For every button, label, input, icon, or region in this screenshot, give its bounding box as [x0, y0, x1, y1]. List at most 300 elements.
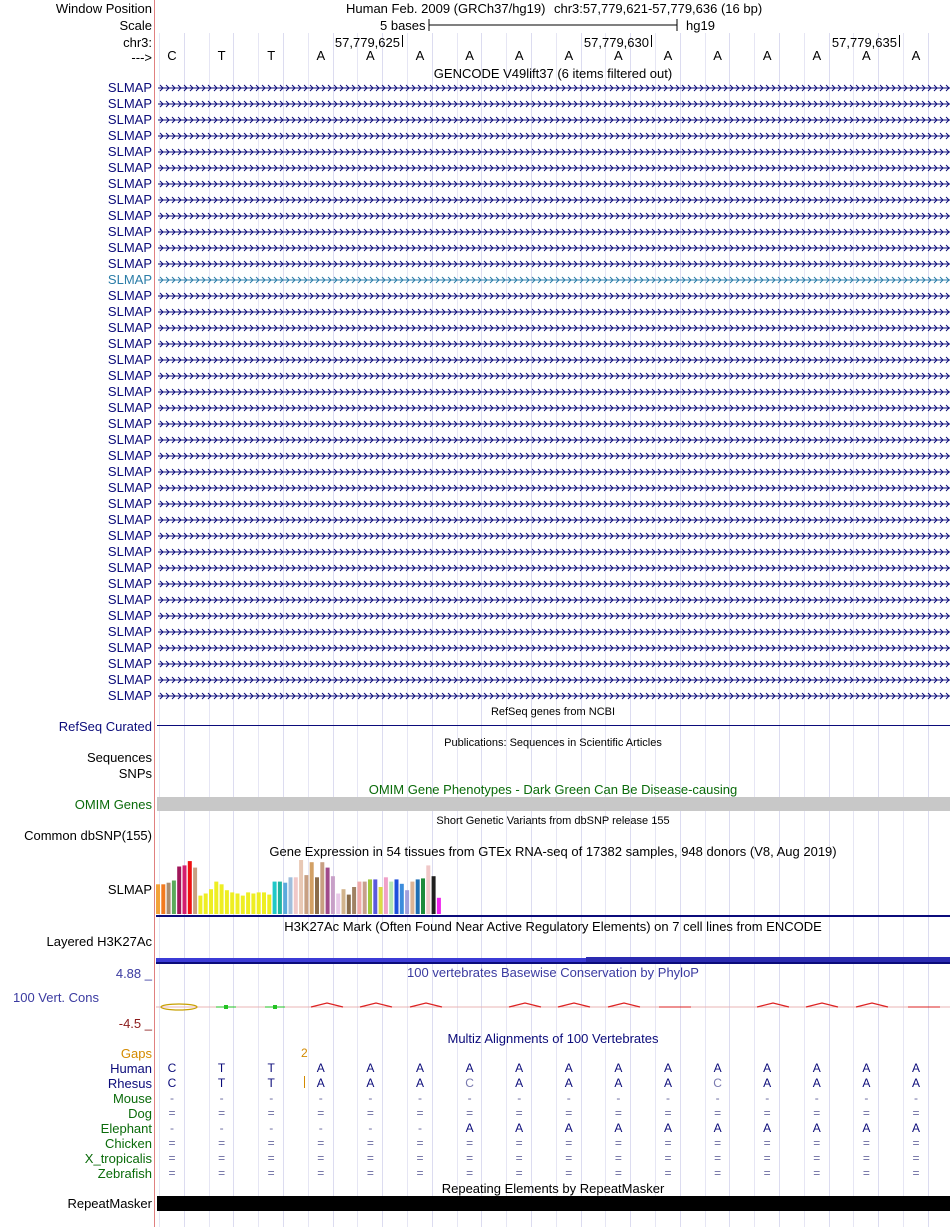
- gtex-tissue-bar: [331, 876, 335, 914]
- refseq-track-label[interactable]: RefSeq Curated: [58, 719, 152, 734]
- gencode-transcript-line[interactable]: [156, 579, 950, 589]
- gencode-transcript-line[interactable]: [156, 675, 950, 685]
- multiz-gap-count: 2: [301, 1046, 308, 1060]
- phylop-track-label[interactable]: 100 Vert. Cons: [13, 990, 99, 1005]
- phylop-mark: [558, 1003, 590, 1007]
- gencode-transcript-label[interactable]: SLMAP: [107, 96, 152, 111]
- multiz-species-label[interactable]: Zebrafish: [97, 1166, 152, 1181]
- gtex-tissue-bar: [373, 879, 377, 914]
- label-divider: [154, 0, 155, 1227]
- gtex-tissue-bar: [156, 884, 160, 914]
- phylop-max-label: 4.88 _: [115, 966, 152, 981]
- multiz-base: =: [664, 1106, 672, 1120]
- multiz-base: A: [465, 1121, 474, 1135]
- gtex-tissue-bar: [342, 889, 346, 914]
- multiz-base: A: [614, 1061, 623, 1075]
- gtex-tissue-bar: [167, 883, 171, 914]
- gtex-tissue-bar: [315, 877, 319, 914]
- multiz-base: =: [565, 1151, 573, 1165]
- multiz-base: =: [813, 1166, 821, 1180]
- gencode-transcript-label[interactable]: SLMAP: [107, 512, 152, 527]
- multiz-base: =: [515, 1166, 523, 1180]
- gtex-tissue-bar: [262, 892, 266, 914]
- base-letter: C: [167, 48, 177, 63]
- multiz-base: -: [219, 1091, 224, 1105]
- multiz-base: -: [269, 1121, 274, 1135]
- phylop-mark: [509, 1003, 541, 1007]
- gtex-tissue-bar: [395, 879, 399, 914]
- gtex-tissue-bar: [405, 890, 409, 914]
- gencode-transcript-label[interactable]: SLMAP: [107, 368, 152, 383]
- gencode-transcript-label[interactable]: SLMAP: [107, 112, 152, 127]
- gencode-transcript-label[interactable]: SLMAP: [107, 192, 152, 207]
- gtex-tissue-bar: [220, 884, 224, 914]
- gencode-track-title: GENCODE V49lift37 (6 items filtered out): [433, 66, 673, 81]
- multiz-base: =: [614, 1166, 622, 1180]
- multiz-base: =: [416, 1136, 424, 1150]
- omim-track-title: OMIM Gene Phenotypes - Dark Green Can Be Disease-causing: [368, 782, 738, 797]
- gencode-transcript-label[interactable]: SLMAP: [107, 144, 152, 159]
- refseq-gene-line[interactable]: [157, 725, 950, 726]
- multiz-base: A: [515, 1076, 524, 1090]
- multiz-base: A: [812, 1061, 821, 1075]
- gencode-transcript-line[interactable]: [156, 563, 950, 573]
- gtex-tissue-bar: [363, 882, 367, 914]
- gencode-transcript-label[interactable]: SLMAP: [107, 416, 152, 431]
- gencode-transcript-line[interactable]: [156, 243, 950, 253]
- gencode-transcript-label[interactable]: SLMAP: [107, 384, 152, 399]
- gencode-transcript-label[interactable]: SLMAP: [107, 432, 152, 447]
- gtex-tissue-bar: [426, 865, 430, 914]
- gtex-tissue-bar: [357, 882, 361, 914]
- multiz-base: T: [217, 1076, 226, 1090]
- multiz-base: =: [267, 1136, 275, 1150]
- gtex-tissue-bar: [289, 877, 293, 914]
- multiz-base: =: [416, 1106, 424, 1120]
- assembly-label: Human Feb. 2009 (GRCh37/hg19): [346, 1, 546, 16]
- multiz-base: =: [614, 1106, 622, 1120]
- gencode-transcript-line[interactable]: [156, 467, 950, 477]
- gencode-transcript-line[interactable]: [156, 163, 950, 173]
- gencode-transcript-line[interactable]: [156, 131, 950, 141]
- multiz-species-label[interactable]: Human: [110, 1061, 152, 1076]
- repeatmasker-element-bar[interactable]: [157, 1196, 950, 1211]
- multiz-base: =: [366, 1106, 374, 1120]
- gencode-transcript-line[interactable]: [156, 499, 950, 509]
- gtex-tissue-bar: [225, 890, 229, 914]
- gencode-transcript-label[interactable]: SLMAP: [107, 128, 152, 143]
- multiz-base: =: [218, 1166, 226, 1180]
- multiz-base: =: [813, 1106, 821, 1120]
- gencode-transcript-label[interactable]: SLMAP: [107, 208, 152, 223]
- multiz-base: -: [467, 1091, 472, 1105]
- gtex-baseline: [156, 915, 950, 917]
- multiz-base: =: [267, 1151, 275, 1165]
- gencode-transcript-label[interactable]: SLMAP: [107, 560, 152, 575]
- gtex-tissue-bar: [241, 896, 245, 914]
- window-position-label: Window Position: [55, 1, 152, 16]
- gencode-transcript-label[interactable]: SLMAP: [107, 656, 152, 671]
- gencode-transcript-label[interactable]: SLMAP: [107, 240, 152, 255]
- multiz-base: =: [862, 1106, 870, 1120]
- multiz-base: A: [515, 1121, 524, 1135]
- gtex-tissue-bar: [257, 892, 261, 914]
- multiz-gaps-label[interactable]: Gaps: [120, 1046, 152, 1061]
- repeatmasker-track-label[interactable]: RepeatMasker: [67, 1196, 152, 1211]
- multiz-base: =: [813, 1136, 821, 1150]
- gtex-tissue-bar: [204, 894, 208, 915]
- dbsnp-track-label[interactable]: Common dbSNP(155): [24, 828, 152, 843]
- multiz-base: A: [862, 1076, 871, 1090]
- multiz-base: =: [614, 1151, 622, 1165]
- multiz-base: -: [170, 1121, 174, 1135]
- base-letter: A: [614, 48, 623, 63]
- multiz-base: =: [664, 1136, 672, 1150]
- multiz-species-label[interactable]: Rhesus: [107, 1076, 152, 1091]
- multiz-base: A: [763, 1121, 772, 1135]
- gtex-tissue-bar: [198, 896, 202, 914]
- multiz-base: =: [218, 1151, 226, 1165]
- base-letter: A: [465, 48, 474, 63]
- multiz-base: A: [763, 1076, 772, 1090]
- gtex-tissue-bar: [172, 881, 176, 915]
- multiz-species-label[interactable]: Chicken: [105, 1136, 152, 1151]
- gencode-transcript-line[interactable]: [156, 531, 950, 541]
- gtex-tissue-bar: [310, 862, 314, 914]
- gencode-transcript-line[interactable]: [156, 99, 950, 109]
- multiz-base: =: [912, 1136, 920, 1150]
- multiz-base: =: [565, 1136, 573, 1150]
- gencode-transcript-label[interactable]: SLMAP: [107, 688, 152, 703]
- gencode-transcript-label[interactable]: SLMAP: [107, 448, 152, 463]
- ruler-tick-2: [651, 35, 652, 47]
- multiz-base: =: [466, 1151, 474, 1165]
- multiz-base: A: [316, 1076, 325, 1090]
- gencode-transcript-line[interactable]: [156, 179, 950, 189]
- multiz-base: A: [465, 1061, 474, 1075]
- gencode-transcript-line[interactable]: [156, 291, 950, 301]
- phylop-mark: [608, 1003, 640, 1007]
- gencode-transcript-label[interactable]: SLMAP: [107, 224, 152, 239]
- gtex-track-label[interactable]: SLMAP: [107, 882, 152, 897]
- omim-track-label[interactable]: OMIM Genes: [74, 797, 152, 812]
- multiz-base: =: [912, 1151, 920, 1165]
- gencode-transcript-line[interactable]: [156, 627, 950, 637]
- multiz-base: =: [366, 1136, 374, 1150]
- multiz-base: =: [565, 1166, 573, 1180]
- gtex-tissue-bar: [246, 892, 250, 914]
- gencode-transcript-line[interactable]: [156, 547, 950, 557]
- gencode-transcript-line[interactable]: [156, 435, 950, 445]
- multiz-base: =: [862, 1166, 870, 1180]
- multiz-base: C: [465, 1076, 474, 1090]
- multiz-base: A: [564, 1076, 573, 1090]
- multiz-species-label[interactable]: Mouse: [112, 1091, 152, 1106]
- gencode-transcript-label[interactable]: SLMAP: [107, 320, 152, 335]
- multiz-base: A: [415, 1076, 424, 1090]
- phylop-mark: [757, 1003, 789, 1007]
- gencode-transcript-label[interactable]: SLMAP: [107, 640, 152, 655]
- multiz-base: =: [664, 1166, 672, 1180]
- gencode-transcript-line[interactable]: [156, 643, 950, 653]
- multiz-base: =: [168, 1151, 176, 1165]
- gencode-transcript-line[interactable]: [156, 387, 950, 397]
- multiz-base: =: [714, 1136, 722, 1150]
- gencode-transcript-label[interactable]: SLMAP: [107, 352, 152, 367]
- gencode-transcript-line[interactable]: [156, 371, 950, 381]
- multiz-base: =: [466, 1106, 474, 1120]
- gencode-transcript-label[interactable]: SLMAP: [107, 304, 152, 319]
- multiz-base: =: [515, 1106, 523, 1120]
- phylop-mark: [311, 1003, 343, 1007]
- multiz-base: A: [564, 1121, 573, 1135]
- position-readout: chr3:57,779,621-57,779,636 (16 bp): [554, 1, 763, 16]
- omim-feature-bar[interactable]: [157, 797, 950, 811]
- multiz-base: =: [168, 1166, 176, 1180]
- gencode-transcript-label[interactable]: SLMAP: [107, 336, 152, 351]
- multiz-base: =: [912, 1106, 920, 1120]
- gtex-tissue-bar: [177, 867, 181, 915]
- phylop-conservation-plot[interactable]: [156, 997, 950, 1017]
- gencode-transcript-label[interactable]: SLMAP: [107, 176, 152, 191]
- multiz-base: =: [168, 1106, 176, 1120]
- gtex-track-title: Gene Expression in 54 tissues from GTEx RNA-seq of 17382 samples, 948 donors (V8, Aug 2019): [269, 844, 837, 859]
- multiz-base: A: [663, 1061, 672, 1075]
- multiz-base: =: [912, 1166, 920, 1180]
- gencode-transcript-line[interactable]: [156, 147, 950, 157]
- gencode-transcript-line[interactable]: [156, 211, 950, 221]
- gencode-transcript-label[interactable]: SLMAP: [107, 608, 152, 623]
- gtex-tissue-bar: [336, 894, 340, 915]
- gtex-tissue-bar: [161, 884, 165, 914]
- gencode-transcript-line[interactable]: [156, 515, 950, 525]
- multiz-base: =: [664, 1151, 672, 1165]
- gtex-tissue-bar: [294, 877, 298, 914]
- publications-label-sequences[interactable]: Sequences: [86, 750, 152, 765]
- multiz-base: =: [565, 1106, 573, 1120]
- multiz-base: C: [167, 1061, 177, 1075]
- gencode-transcript-line[interactable]: [156, 595, 950, 605]
- multiz-base: A: [564, 1061, 573, 1075]
- multiz-base: A: [366, 1061, 375, 1075]
- scale-bar: [428, 17, 680, 33]
- multiz-base: =: [317, 1106, 325, 1120]
- multiz-base: =: [317, 1136, 325, 1150]
- gtex-tissue-bar: [230, 892, 234, 914]
- gtex-tissue-bar: [410, 882, 414, 914]
- gtex-tissue-bar: [183, 865, 187, 914]
- multiz-base: =: [862, 1136, 870, 1150]
- multiz-base: =: [763, 1106, 771, 1120]
- phylop-mark: [273, 1005, 277, 1009]
- gencode-transcript-label[interactable]: SLMAP: [107, 576, 152, 591]
- gtex-tissue-bar: [273, 882, 277, 914]
- gtex-tissue-bar: [421, 878, 425, 914]
- multiz-base: -: [269, 1091, 274, 1105]
- gencode-transcript-line[interactable]: [156, 83, 950, 93]
- base-letter: T: [267, 48, 276, 63]
- multiz-base: A: [366, 1076, 375, 1090]
- multiz-track-title: Multiz Alignments of 100 Vertebrates: [447, 1031, 659, 1046]
- gencode-transcript-line[interactable]: [156, 419, 950, 429]
- gencode-transcript-line[interactable]: [156, 659, 950, 669]
- publications-label-snps[interactable]: SNPs: [118, 766, 152, 781]
- multiz-base: -: [418, 1091, 422, 1105]
- gtex-tissue-bar: [267, 895, 271, 914]
- multiz-base: -: [616, 1091, 621, 1105]
- gtex-tissue-bar: [379, 887, 383, 914]
- base-letter: A: [862, 48, 871, 63]
- gencode-transcript-label[interactable]: SLMAP: [107, 80, 152, 95]
- scale-db-label: hg19: [686, 18, 715, 33]
- gencode-transcript-line[interactable]: [156, 691, 950, 701]
- multiz-base: =: [763, 1136, 771, 1150]
- gtex-tissue-bar: [209, 889, 213, 914]
- multiz-base: A: [862, 1061, 871, 1075]
- gtex-tissue-bar: [320, 862, 324, 914]
- gtex-tissue-bar: [326, 868, 330, 914]
- multiz-base: =: [714, 1166, 722, 1180]
- gtex-tissue-bar: [214, 882, 218, 914]
- dbsnp-track-title: Short Genetic Variants from dbSNP release 155: [436, 815, 670, 827]
- multiz-base: A: [911, 1121, 920, 1135]
- gencode-transcript-line[interactable]: [156, 227, 950, 237]
- gtex-expression-chart[interactable]: [156, 860, 950, 916]
- multiz-base: =: [862, 1151, 870, 1165]
- base-letter: A: [564, 48, 574, 63]
- multiz-base: -: [219, 1121, 224, 1135]
- multiz-base: =: [366, 1166, 374, 1180]
- gtex-tissue-bar: [278, 882, 282, 914]
- gtex-tissue-bar: [352, 887, 356, 914]
- multiz-base: -: [715, 1091, 720, 1105]
- multiz-base: -: [666, 1091, 670, 1105]
- gencode-transcript-label[interactable]: SLMAP: [107, 464, 152, 479]
- multiz-base: C: [167, 1076, 177, 1090]
- gencode-transcript-line[interactable]: [156, 259, 950, 269]
- multiz-base: A: [663, 1121, 672, 1135]
- gtex-tissue-bar: [304, 875, 308, 914]
- gencode-transcript-label[interactable]: SLMAP: [107, 544, 152, 559]
- gencode-transcript-line[interactable]: [156, 611, 950, 621]
- base-letter: A: [663, 48, 673, 63]
- multiz-base: A: [812, 1076, 821, 1090]
- gencode-transcript-line[interactable]: [156, 323, 950, 333]
- phylop-mark: [806, 1003, 838, 1007]
- multiz-base: =: [218, 1136, 226, 1150]
- gencode-transcript-line[interactable]: [156, 483, 950, 493]
- base-letter: A: [911, 48, 921, 63]
- gencode-transcript-label[interactable]: SLMAP: [107, 496, 152, 511]
- gencode-transcript-line[interactable]: [156, 275, 950, 285]
- phylop-mark: [410, 1003, 442, 1007]
- gencode-transcript-line[interactable]: [156, 355, 950, 365]
- multiz-base: =: [168, 1136, 176, 1150]
- base-letter: A: [366, 48, 375, 63]
- gencode-transcript-line[interactable]: [156, 339, 950, 349]
- base-letter: A: [713, 48, 722, 63]
- phylop-mark: [856, 1003, 888, 1007]
- gencode-transcript-line[interactable]: [156, 115, 950, 125]
- multiz-base: C: [713, 1076, 722, 1090]
- multiz-base: -: [517, 1091, 522, 1105]
- gencode-transcript-label[interactable]: SLMAP: [107, 480, 152, 495]
- multiz-base: -: [418, 1121, 422, 1135]
- multiz-base: =: [317, 1151, 325, 1165]
- h3k27ac-track-label[interactable]: Layered H3K27Ac: [46, 934, 152, 949]
- multiz-species-label[interactable]: Elephant: [100, 1121, 152, 1136]
- multiz-base: =: [366, 1151, 374, 1165]
- multiz-base: A: [316, 1061, 325, 1075]
- multiz-base: A: [911, 1061, 920, 1075]
- multiz-base: =: [515, 1151, 523, 1165]
- ruler-position-3: 57,779,635: [831, 35, 897, 50]
- gtex-tissue-bar: [193, 868, 197, 914]
- gtex-tissue-bar: [368, 879, 372, 914]
- gencode-transcript-label[interactable]: SLMAP: [107, 288, 152, 303]
- scale-label: Scale: [119, 18, 152, 33]
- ruler-tick-1: [402, 35, 403, 47]
- multiz-base: =: [267, 1166, 275, 1180]
- gencode-transcript-line[interactable]: [156, 403, 950, 413]
- phylop-track-title: 100 vertebrates Basewise Conservation by PhyloP: [407, 965, 699, 980]
- gencode-transcript-label[interactable]: SLMAP: [107, 672, 152, 687]
- multiz-base: -: [170, 1091, 174, 1105]
- gencode-transcript-label[interactable]: SLMAP: [107, 528, 152, 543]
- base-letter: A: [415, 48, 425, 63]
- gencode-transcript-line[interactable]: [156, 451, 950, 461]
- gencode-transcript-label[interactable]: SLMAP: [107, 160, 152, 175]
- ruler-tick-3: [899, 35, 900, 47]
- gencode-transcript-line[interactable]: [156, 307, 950, 317]
- multiz-base: T: [267, 1061, 275, 1075]
- gtex-tissue-bar: [432, 876, 436, 914]
- multiz-base: A: [614, 1076, 623, 1090]
- multiz-base: -: [368, 1121, 373, 1135]
- multiz-base: =: [515, 1136, 523, 1150]
- multiz-base: A: [812, 1121, 821, 1135]
- multiz-base: A: [763, 1061, 772, 1075]
- scale-bases-text: 5 bases: [380, 18, 426, 33]
- gencode-transcript-label[interactable]: SLMAP: [107, 624, 152, 639]
- multiz-base: A: [862, 1121, 871, 1135]
- gtex-tissue-bar: [416, 879, 420, 914]
- multiz-base: -: [318, 1091, 323, 1105]
- multiz-base: -: [368, 1091, 373, 1105]
- gencode-transcript-label[interactable]: SLMAP: [107, 256, 152, 271]
- h3k27ac-track-title: H3K27Ac Mark (Often Found Near Active Regulatory Elements) on 7 cell lines from ENCODE: [284, 919, 822, 934]
- multiz-base: -: [318, 1121, 323, 1135]
- publications-track-title: Publications: Sequences in Scientific Articles: [444, 737, 662, 749]
- base-letter: A: [762, 48, 772, 63]
- multiz-species-label[interactable]: Dog: [128, 1106, 152, 1121]
- base-letter: T: [217, 48, 226, 63]
- refseq-track-title: RefSeq genes from NCBI: [490, 706, 616, 718]
- multiz-species-label[interactable]: X_tropicalis: [84, 1151, 152, 1166]
- multiz-base: -: [864, 1091, 869, 1105]
- multiz-base: -: [765, 1091, 770, 1105]
- repeatmasker-track-title: Repeating Elements by RepeatMasker: [441, 1181, 665, 1196]
- gencode-transcript-label[interactable]: SLMAP: [107, 592, 152, 607]
- gencode-transcript-label[interactable]: SLMAP: [107, 400, 152, 415]
- chrom-label: chr3:: [123, 35, 152, 50]
- gencode-transcript-line[interactable]: [156, 195, 950, 205]
- gtex-tissue-bar: [437, 898, 441, 914]
- gencode-transcript-label[interactable]: SLMAP: [107, 272, 152, 287]
- multiz-base: -: [814, 1091, 819, 1105]
- multiz-base: A: [614, 1121, 623, 1135]
- multiz-base: =: [763, 1166, 771, 1180]
